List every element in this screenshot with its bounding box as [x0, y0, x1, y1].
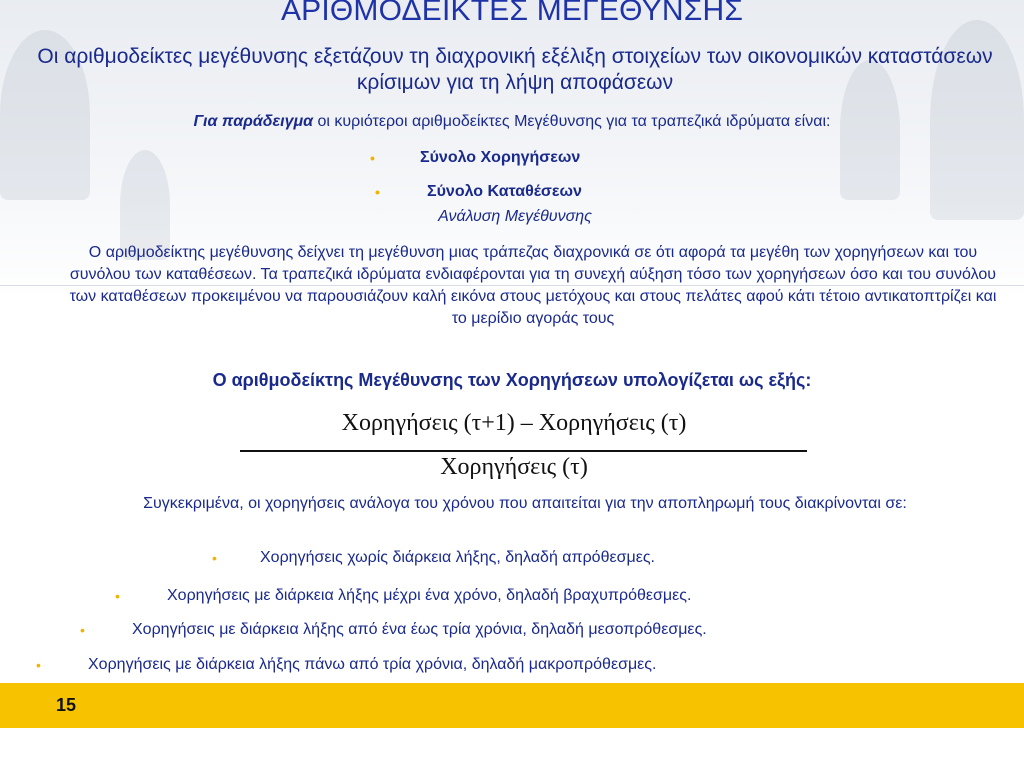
- bullet-icon: •: [115, 588, 120, 604]
- loan-type-label: Χορηγήσεις με διάρκεια λήξης μέχρι ένα χρόνο, δηλαδή βραχυπρόθεσμες.: [167, 587, 692, 604]
- footer-bar: [0, 683, 1024, 728]
- loan-type-label: Χορηγήσεις με διάρκεια λήξης από ένα έως τρία χρόνια, δηλαδή μεσοπρόθεσμες.: [132, 621, 707, 638]
- loan-type-label: Χορηγήσεις χωρίς διάρκεια λήξης, δηλαδή απρόθεσμες.: [260, 549, 655, 566]
- loan-type-item: [80, 621, 707, 639]
- specific-text: Συγκεκριμένα, οι χορηγήσεις ανάλογα του χρόνου που απαιτείται για την αποπληρωμή τους διακρίνονται σε:: [143, 495, 907, 512]
- formula-denominator: Χορηγήσεις (τ): [440, 454, 588, 480]
- main-bullet-label: Σύνολο Χορηγήσεων: [420, 149, 581, 166]
- loan-type-label: Χορηγήσεις με διάρκεια λήξης πάνω από τρία χρόνια, δηλαδή μακροπρόθεσμες.: [88, 656, 657, 673]
- loan-type-item: [212, 549, 655, 567]
- bullet-icon: •: [212, 550, 217, 566]
- bullet-icon: •: [370, 150, 375, 166]
- loan-type-item: [115, 587, 692, 605]
- slide-title: ΑΡΙΘΜΟΔΕΙΚΤΕΣ ΜΕΓΕΘΥΝΣΗΣ: [280, 0, 744, 27]
- analysis-title: Ανάλυση Μεγέθυνσης: [438, 208, 592, 225]
- bullet-icon: •: [80, 622, 85, 638]
- example-text: οι κυριότεροι αριθμοδείκτες Μεγέθυνσης για τα τραπεζικά ιδρύματα είναι:: [313, 113, 831, 130]
- page-number: 15: [56, 695, 77, 715]
- analysis-paragraph: Ο αριθμοδείκτης μεγέθυνσης δείχνει τη μεγέθυνση μιας τράπεζας διαχρονικά σε ότι αφορά τα μεγέθη των χορηγήσεων και του συνόλου των καταθέσεων. Τα τραπεζικά ιδρύματα ενδιαφέρονται για τη συνεχή αύξηση τόσο των χορηγήσεων όσο και του συνόλου των καταθέσεων προκειμένου να παρουσιάζουν καλή εικόνα στους μετόχους και στους πελάτες αφού κάτι τέτοιο αντικατοπτρίζει και το μερίδιο αγοράς τους: [69, 244, 997, 327]
- bullet-icon: •: [36, 657, 41, 673]
- calculation-heading: Ο αριθμοδείκτης Μεγέθυνσης των Χορηγήσεων υπολογίζεται ως εξής:: [212, 370, 812, 390]
- loan-type-item: [36, 656, 657, 674]
- intro-text: Οι αριθμοδείκτες μεγέθυνσης εξετάζουν τη διαχρονική εξέλιξη στοιχείων των οικονομικών καταστάσεων κρίσιμων για τη λήψη αποφάσεων: [37, 45, 993, 94]
- bullet-icon: •: [375, 184, 380, 200]
- example-bold-label: Για παράδειγμα: [193, 113, 314, 130]
- main-bullet-item: [370, 149, 581, 167]
- main-bullet-item: [375, 183, 582, 201]
- example-line: [0, 113, 1024, 131]
- formula-numerator: Χορηγήσεις (τ+1) – Χορηγήσεις (τ): [341, 410, 687, 436]
- formula-fraction-line: [240, 450, 807, 452]
- main-bullet-label: Σύνολο Καταθέσεων: [427, 183, 582, 200]
